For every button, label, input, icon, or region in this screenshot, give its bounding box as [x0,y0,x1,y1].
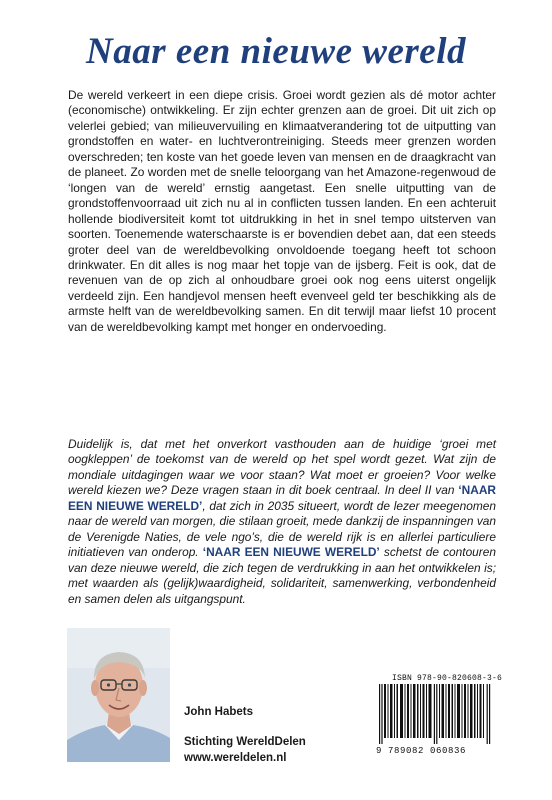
paragraph-2-text-2: , dat zich in 2035 situeert, wordt de lezer meegenomen naar de wereld van morgen, die stilaan groeit, mede dankzij de inspanningen van de Verenigde Naties, de vele ngo’s, die de wereld rijk is en allerlei particuliere initiatieven van onderop. [68,498,496,560]
author-name: John Habets [184,706,254,718]
barcode [379,684,491,744]
description-paragraph-1: De wereld verkeert in een diepe crisis. Groei wordt gezien als dé motor achter (economische) ontwikkeling. Er zijn echter grenzen aan de groei. Dit uit zich op velerlei gebied; van milieuvervuiling en klimaatverandering tot de uitputting van grondstoffen en water- en luchtverontreiniging. Steeds meer grenzen worden overschreden; ten koste van het goede leven van mensen en de draagkracht van de planeet. Zo worden met de snelle teloorgang van het Amazone-regenwoud de ‘longen van de wereld’ ernstig aangetast. Een snelle uitputting van de grondstoffenvoorraad uit zich nu al in conflicten tussen landen. En een achteruit hollende biodiversiteit komt tot uitdrukking in het in snel tempo uitsterven van soorten. Toenemende waterschaarste is er bovendien debet aan, dat een steeds groter deel van de wereldbevolking onvoldoende toegang heeft tot schoon drinkwater. En dit alles is nog maar het topje van de ijsberg. Feit is ook, dat de revenuen van de op zich al onhoudbare groei ook nog eens uiterst ongelijk verdeeld zijn. Een handjevol mensen heeft evenveel geld ter beschikking als de armste helft van de wereldbevolking samen. En dit terwijl maar liefst 10 procent van de wereldbevolking kampt met honger en ondervoeding. [68,88,496,334]
publisher-website: www.wereldelen.nl [184,752,287,764]
barcode-number: 9 789082 060836 [376,746,467,756]
description-paragraph-2 [68,437,496,607]
isbn-label: ISBN 978-90-820608-3-6 [392,674,503,683]
paragraph-2-text-3: schetst de contouren van deze nieuwe wereld, die zich tegen de verdrukking in aan het ontwikkelen is; met waarden als (gelijk)waardigheid, solidariteit, samenwerking, verbondenheid en samen delen als uitgangspunt. [68,545,496,606]
book-title-emphasis-2: ‘NAAR EEN NIEUWE WERELD’ [202,545,380,560]
author-photo [67,628,170,762]
paragraph-2-text-1: Duidelijk is, dat met het onverkort vasthouden aan de huidige ‘groei met oogkleppen’ de toekomst van de wereld op het spel wordt gezet. Wat zijn de mondiale uitdagingen waar we voor staan? Wat moet er groeien? Voor welke wereld kiezen we? Deze vragen staan in dit boek centraal. In deel II van [68,437,496,498]
publisher-name: Stichting WereldDelen [184,736,306,748]
book-title: Naar een nieuwe wereld [86,31,466,72]
book-title-emphasis-1: ‘NAAR EEN NIEUWE WERELD’ [68,483,496,513]
